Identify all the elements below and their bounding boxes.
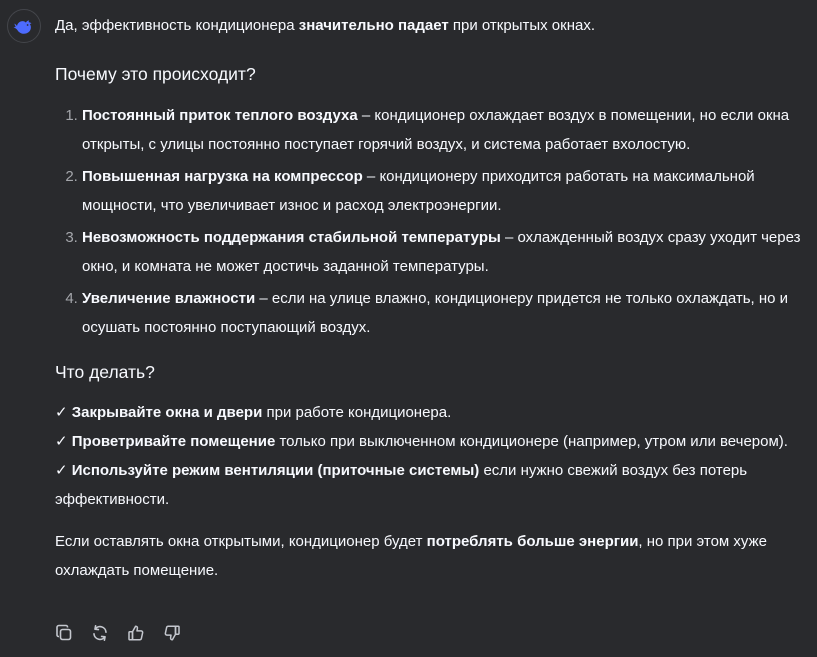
summary-paragraph [55,527,803,585]
tip-title: Используйте режим вентиляции (приточные системы) [71,462,480,479]
copy-icon [55,624,73,642]
thumbs-up-button[interactable] [127,624,145,642]
intro-paragraph [55,13,803,39]
tip-item [55,456,803,514]
regenerate-icon [91,624,109,642]
checkmark-icon: ✓ [55,462,68,479]
reason-title: Невозможность поддержания стабильной температуры [82,229,501,246]
summary-text: Если оставлять окна открытыми, кондиционер будет [55,533,427,550]
thumbs-down-button[interactable] [163,624,181,642]
tip-title: Проветривайте помещение [71,433,276,450]
copy-button[interactable] [55,624,73,642]
regenerate-button[interactable] [91,624,109,642]
tip-title: Закрывайте окна и двери [71,404,263,421]
whale-logo-icon [12,14,36,38]
intro-text-end: при открытых окнах. [448,17,595,34]
intro-text: Да, эффективность кондиционера [55,17,299,34]
tip-item [55,427,803,456]
tip-item [55,398,803,427]
reason-title: Увеличение влажности [82,290,256,307]
tip-text: если нужно свежий воздух без потерь эффективности. [55,462,748,508]
summary-bold-text: потреблять больше энергии [426,533,639,550]
tip-text: только при выключенном кондиционере (например, утром или вечером). [275,433,788,450]
summary-text-end: , но при этом хуже охлаждать помещение. [55,533,767,579]
list-item [82,162,803,220]
list-item [82,101,803,159]
thumbs-down-icon [163,624,181,642]
list-item [82,284,803,342]
reason-text: – охлажденный воздух сразу уходит через окно, и комната не может достичь заданной температуры. [82,229,801,275]
list-item [82,223,803,281]
assistant-avatar [7,9,41,43]
reason-text: – кондиционеру приходится работать на максимальной мощности, что увеличивает износ и расход электроэнергии. [82,168,755,214]
checkmark-icon: ✓ [55,404,68,421]
reason-text: – если на улице влажно, кондиционеру придется не только охлаждать, но и осушать постоянно поступающий воздух. [82,290,789,336]
thumbs-up-icon [127,624,145,642]
reason-title: Постоянный приток теплого воздуха [82,107,358,124]
reason-text: – кондиционер охлаждает воздух в помещении, но если окна открыты, с улицы постоянно поступает горячий воздух, и система работает вхолостую. [82,107,790,153]
intro-bold-text: значительно падает [298,17,449,34]
what-heading: Что делать? [55,362,155,382]
assistant-message [55,13,803,585]
checkmark-icon: ✓ [55,433,68,450]
reasons-list [55,101,803,342]
why-heading: Почему это происходит? [55,64,256,84]
tips-list [55,398,803,514]
tip-text: при работе кондиционера. [262,404,452,421]
message-actions [55,624,181,642]
reason-title: Повышенная нагрузка на компрессор [82,168,363,185]
